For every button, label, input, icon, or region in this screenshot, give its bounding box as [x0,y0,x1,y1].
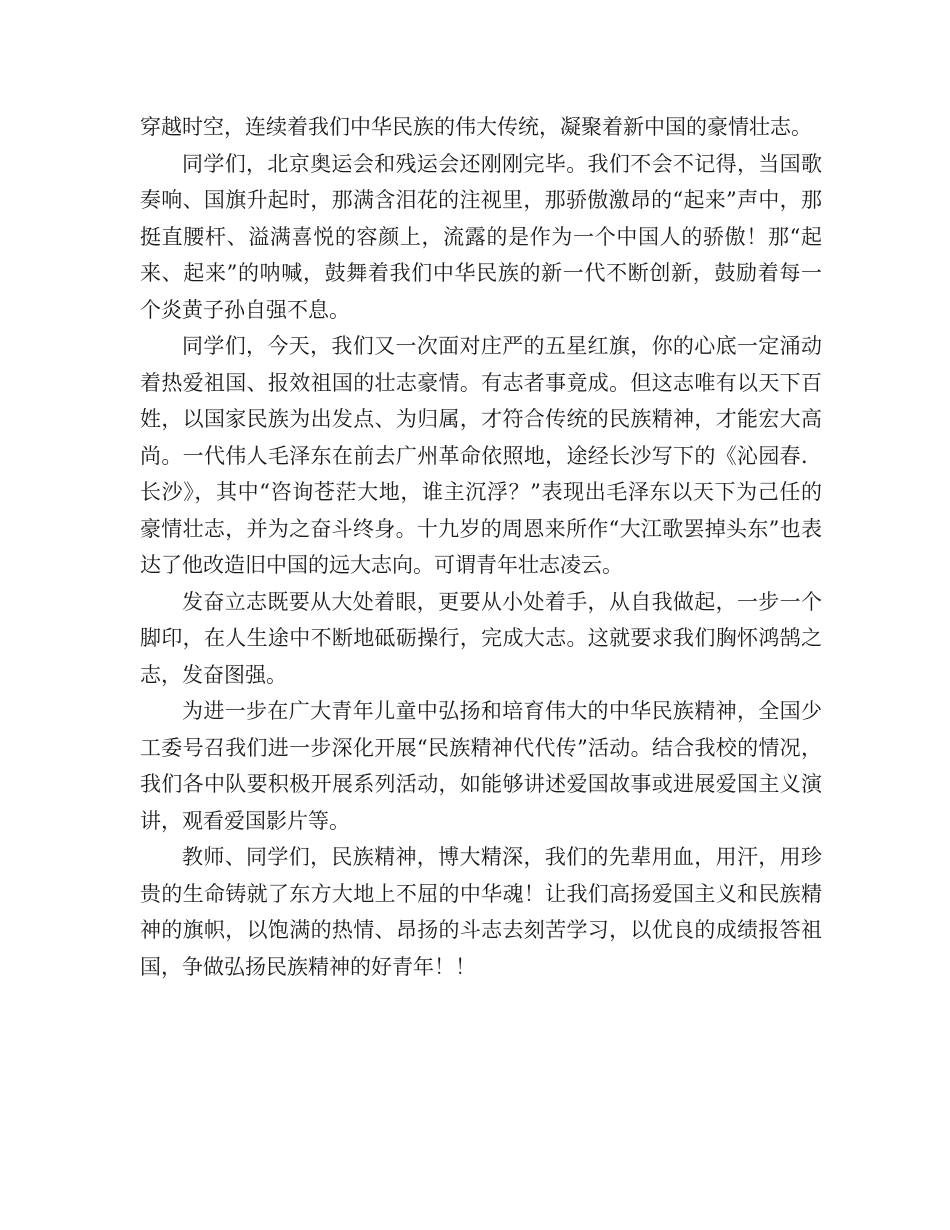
paragraph-3: 同学们，今天，我们又一次面对庄严的五星红旗，你的心底一定涌动着热爱祖国、报效祖国的壮志豪情。有志者事竟成。但这志唯有以天下百姓，以国家民族为出发点、为归属，才符合传统的民族精神，才能宏大高尚。一代伟人毛泽东在前去广州革命依照地，途经长沙写下的《沁园春．长沙》，其中“咨询苍茫大地，谁主沉浮？”表现出毛泽东以天下为己任的豪情壮志，并为之奋斗终身。十九岁的周恩来所作“大江歌罢掉头东”也表达了他改造旧中国的远大志向。可谓青年壮志凌云。 [140,334,822,577]
document-body [140,109,822,985]
paragraph-4: 发奋立志既要从大处着眼，更要从小处着手，从自我做起，一步一个脚印，在人生途中不断地砥砺操行，完成大志。这就要求我们胸怀鸿鹄之志，发奋图强。 [140,589,822,687]
paragraph-6: 教师、同学们，民族精神，博大精深，我们的先辈用血，用汗，用珍贵的生命铸就了东方大地上不屈的中华魂！让我们高扬爱国主义和民族精神的旗帜，以饱满的热情、昂扬的斗志去刻苦学习，以优良的成绩报答祖国，争做弘扬民族精神的好青年！！ [140,845,822,979]
paragraph-1: 穿越时空，连续着我们中华民族的伟大传统，凝聚着新中国的豪情壮志。 [140,115,812,139]
paragraph-5: 为进一步在广大青年儿童中弘扬和培育伟大的中华民族精神，全国少工委号召我们进一步深化开展“民族精神代代传”活动。结合我校的情况，我们各中队要积极开展系列活动，如能够讲述爱国故事或进展爱国主义演讲，观看爱国影片等。 [140,699,822,833]
paragraph-2: 同学们，北京奥运会和残运会还刚刚完毕。我们不会不记得，当国歌奏响、国旗升起时，那满含泪花的注视里，那骄傲激昂的“起来”声中，那挺直腰杆、溢满喜悦的容颜上，流露的是作为一个中国人的骄傲！那“起来、起来”的呐喊，鼓舞着我们中华民族的新一代不断创新，鼓励着每一个炎黄子孙自强不息。 [140,151,822,322]
